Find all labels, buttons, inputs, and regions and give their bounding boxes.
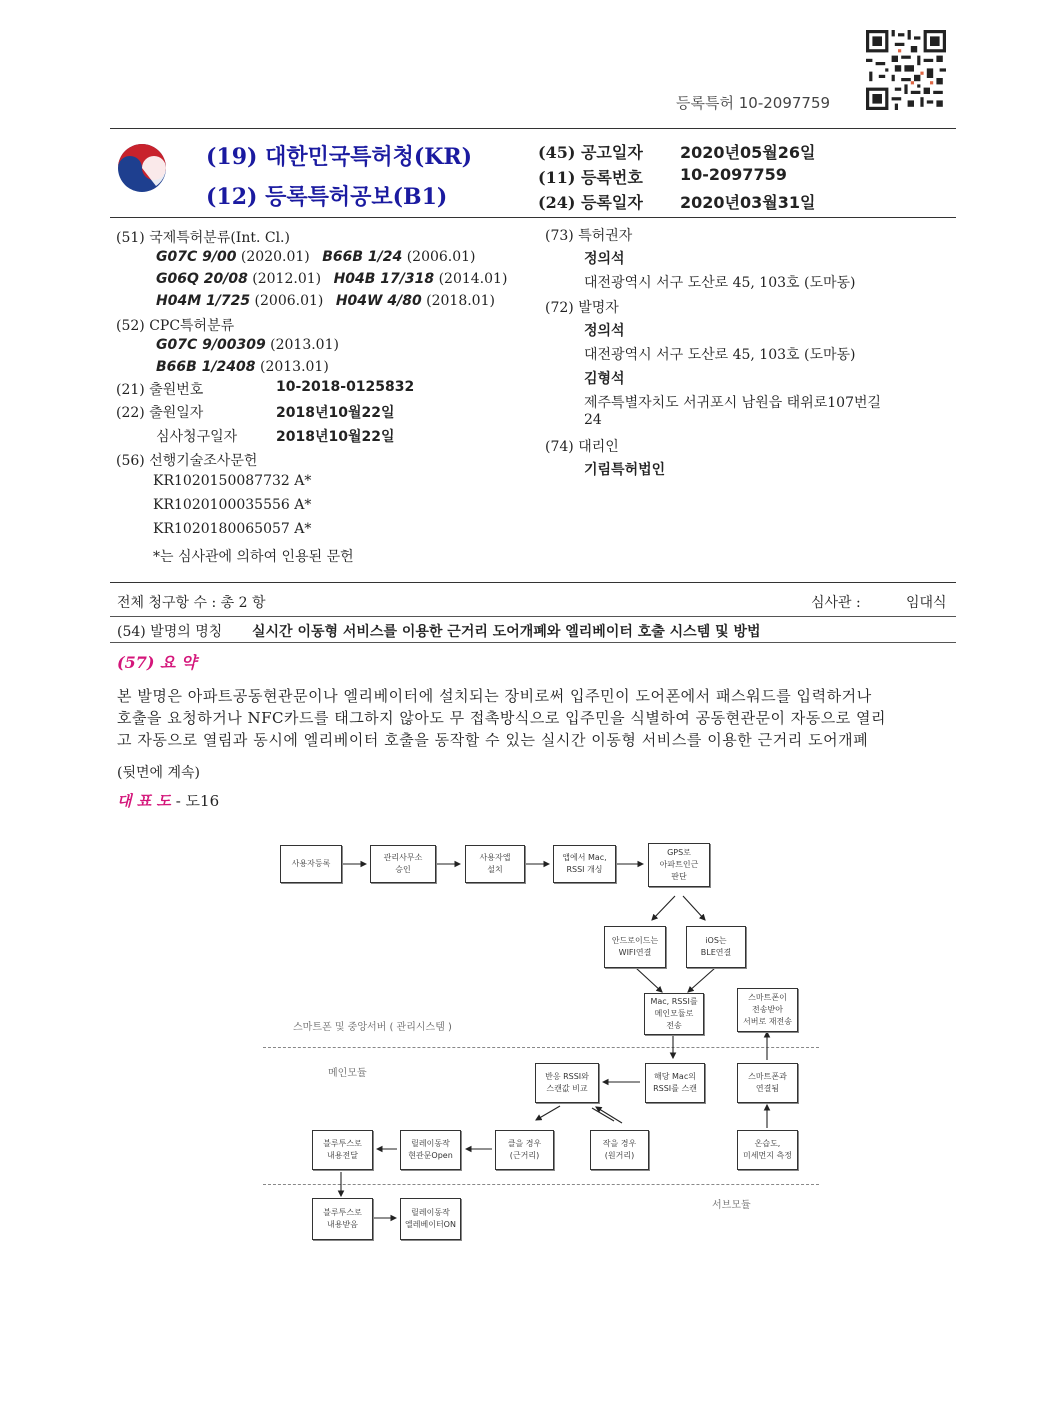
- reg-date-label: (24) 등록일자: [538, 193, 643, 212]
- inventor-label: (72) 발명자: [545, 300, 619, 316]
- owner-name: 정의석: [584, 251, 625, 267]
- ipc-label: (51) 국제특허분류(Int. Cl.): [116, 230, 290, 246]
- abstract-line: 고 자동으로 열림과 동시에 엘리베이터 호출을 동작할 수 있는 실시간 이동형 서비스를 이용한 근거리 도어개폐: [117, 731, 869, 749]
- zone-label-main: 메인모듈: [328, 1068, 367, 1079]
- inventor-address: 제주특별자치도 서귀포시 남원읍 태위로107번길: [584, 395, 882, 411]
- abstract-heading: (57) 요 약: [117, 653, 197, 672]
- ipc-date: (2012.01): [252, 271, 322, 287]
- ipc-date: (2006.01): [254, 293, 324, 309]
- flow-step-box: 작을 경우 (원거리): [590, 1130, 649, 1170]
- abstract-line: 호출을 요청하거나 NFC카드를 태그하지 않아도 무 접촉방식으로 입주민을 식별하여 공동현관문이 자동으로 열리: [117, 709, 887, 727]
- app-no-value: 10-2018-0125832: [276, 379, 415, 395]
- flow-step-box: 블루투스로 내용받음: [312, 1198, 373, 1240]
- flow-step-box: 사용자앱 설치: [465, 845, 525, 883]
- claims-total: 전체 청구항 수 : 총 2 항: [117, 595, 266, 611]
- rep-fig-number: - 도16: [175, 792, 220, 810]
- ipc-date: (2020.01): [240, 249, 310, 265]
- ipc-code: H04M 1/725: [156, 293, 251, 309]
- abstract-line: 본 발명은 아파트공동현관문이나 엘리베이터에 설치되는 장비로써 입주민이 도어폰에서 패스워드를 입력하거나: [117, 687, 872, 705]
- cpc-date: (2013.01): [259, 359, 329, 375]
- ipc-date: (2018.01): [426, 293, 495, 309]
- flow-step-box: 클을 경우 (근거리): [495, 1130, 554, 1170]
- flow-step-box: 관리사무소 승인: [370, 845, 436, 883]
- prior-art-label: (56) 선행기술조사문헌: [116, 453, 258, 469]
- flow-step-box: 스마트폰이 전송받아 서버로 재전송: [737, 988, 798, 1032]
- flow-step-box: 사용자등록: [280, 845, 342, 883]
- agent-name: 기림특허법인: [584, 462, 666, 478]
- ipc-date: (2014.01): [438, 271, 508, 287]
- flow-step-box: 릴레이동작 엘레베이터ON: [400, 1198, 461, 1240]
- flow-step-box: 반응 RSSI와 스캔값 비교: [535, 1063, 599, 1103]
- flow-step-box: 온습도, 미세먼지 측정: [737, 1130, 798, 1170]
- ipc-code: G07C 9/00: [156, 249, 237, 265]
- reg-no-value: 10-2097759: [680, 165, 787, 184]
- inventor-address-cont: 24: [584, 412, 602, 428]
- flow-step-box: GPS로 아파트인근 판단: [648, 843, 710, 887]
- cpc-code: G07C 9/00309: [156, 337, 266, 353]
- ipc-code: G06Q 20/08: [156, 271, 248, 287]
- cpc-code: B66B 1/2408: [156, 359, 256, 375]
- flow-step-box: Mac, RSSI를 메인모듈로 전송: [644, 993, 704, 1035]
- inventor-name: 정의석: [584, 323, 625, 339]
- office-name: (19) 대한민국특허청(KR): [206, 144, 473, 170]
- app-date-label: (22) 출원일자: [116, 405, 204, 421]
- flow-step-box: 해당 Mac의 RSSI를 스캔: [645, 1063, 705, 1103]
- inventor-name: 김형석: [584, 371, 625, 387]
- flow-step-box: 앱에서 Mac, RSSI 개싱: [553, 845, 616, 883]
- reg-no-label: (11) 등록번호: [538, 168, 643, 187]
- prior-art-item: KR1020150087732 A*: [153, 473, 312, 489]
- flow-step-box: iOS는 BLE연결: [686, 926, 746, 968]
- app-no-label: (21) 출원번호: [116, 382, 204, 398]
- pub-date-label: (45) 공고일자: [538, 143, 643, 162]
- flow-step-box: 스마트폰과 연결됨: [737, 1063, 798, 1103]
- exam-date-label: 심사청구일자: [156, 429, 238, 445]
- title-label: (54) 발명의 명칭: [117, 624, 223, 640]
- examiner-name: 임대식: [906, 595, 947, 611]
- examiner-label: 심사관 :: [811, 595, 861, 611]
- rep-fig-label: 대 표 도: [117, 792, 171, 810]
- flow-step-box: 안드로이드는 WIFI연결: [604, 926, 666, 968]
- gazette-type: (12) 등록특허공보(B1): [206, 184, 448, 210]
- agent-label: (74) 대리인: [545, 439, 619, 455]
- registration-number-label: 등록특허 10-2097759: [676, 94, 831, 112]
- prior-art-item: KR1020100035556 A*: [153, 497, 312, 513]
- prior-art-note: *는 심사관에 의하여 인용된 문헌: [153, 549, 354, 565]
- continued-note: (뒷면에 계속): [117, 765, 200, 781]
- flow-step-box: 릴레이동작 현관문Open: [400, 1130, 461, 1170]
- flow-step-box: 블루투스로 내용전달: [312, 1130, 373, 1170]
- inventor-address: 대전광역시 서구 도산로 45, 103호 (도마동): [584, 347, 856, 363]
- zone-label-server: 스마트폰 및 중앙서버 ( 관리시스템 ): [293, 1022, 452, 1033]
- exam-date-value: 2018년10월22일: [276, 429, 395, 445]
- prior-art-item: KR1020180065057 A*: [153, 521, 312, 537]
- reg-date-value: 2020년03월31일: [680, 193, 816, 212]
- cpc-date: (2013.01): [270, 337, 339, 353]
- pub-date-value: 2020년05월26일: [680, 143, 816, 162]
- ipc-date: (2006.01): [406, 249, 476, 265]
- owner-label: (73) 특허권자: [545, 228, 633, 244]
- ipc-code: B66B 1/24: [322, 249, 403, 265]
- app-date-value: 2018년10월22일: [276, 405, 395, 421]
- owner-address: 대전광역시 서구 도산로 45, 103호 (도마동): [584, 275, 856, 291]
- ipc-code: H04B 17/318: [333, 271, 435, 287]
- zone-label-sub: 서브모듈: [712, 1200, 751, 1211]
- invention-title: 실시간 이동형 서비스를 이용한 근거리 도어개폐와 엘리베이터 호출 시스템 및 방법: [252, 624, 761, 640]
- cpc-label: (52) CPC특허분류: [116, 318, 235, 334]
- ipc-code: H04W 4/80: [335, 293, 422, 309]
